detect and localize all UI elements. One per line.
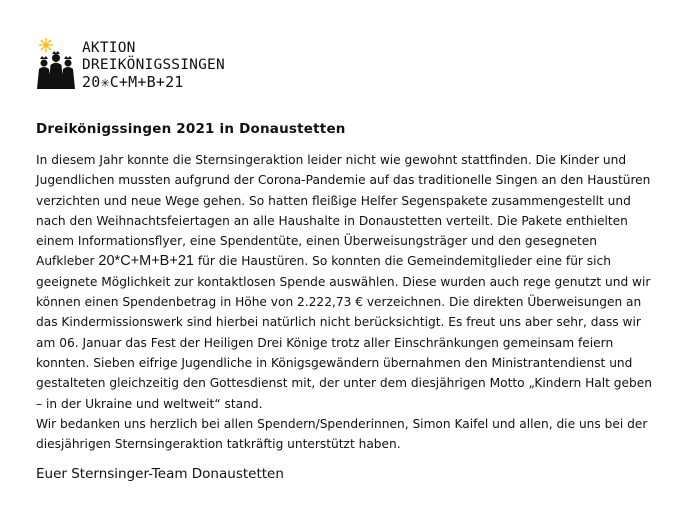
- body-line: diesjährigen Sternsingeraktion tatkräftig unterstützt haben.: [36, 437, 401, 452]
- body-line: Wir bedanken uns herzlich bei allen Spendern/Spenderinnen, Simon Kaifel und allen, die uns bei der: [36, 416, 648, 431]
- body-line: können einen Spendenbetrag in Höhe von 2.222,73 € verzeichnen. Die direkten Überweisungen an: [36, 295, 642, 310]
- body-line: nach den Weihnachtsfeiertagen an alle Haushalte in Donaustetten verteilt. Die Pakete enthielten: [36, 213, 628, 228]
- logo: [32, 38, 232, 94]
- body-text-fragment: für die Haustüren. So konnten die Gemeindemitglieder eine für sich: [193, 254, 611, 269]
- body-line: Jugendlichen mussten aufgrund der Corona-Pandemie auf das traditionelle Singen an den Haustüren: [36, 173, 651, 188]
- three-kings-logo-icon: [32, 38, 80, 94]
- body-line: das Kindermissionswerk sind hierbei natürlich nicht berücksichtigt. Es freut uns aber sehr, dass wir: [36, 315, 641, 330]
- body-line: verzichten und neue Wege gehen. So hatten fleißige Helfer Segenspakete zusammengestellt und: [36, 193, 631, 208]
- body-text-fragment: Aufkleber: [36, 254, 99, 269]
- body-line: – in der Ukraine und weltweit“ stand.: [36, 396, 263, 411]
- logo-line-aktion: AKTION: [82, 40, 136, 56]
- signature: Euer Sternsinger-Team Donaustetten: [36, 466, 284, 482]
- body-line: einem Informationsflyer, eine Spendentüte, einen Überweisungsträger und den gesegneten: [36, 234, 597, 249]
- body-line: am 06. Januar das Fest der Heiligen Drei Könige trotz aller Einschränkungen gemeinsam feiern: [36, 335, 614, 350]
- sticker-code: 20*C+M+B+21: [98, 253, 194, 270]
- logo-line-dreikoenigssingen: DREIKÖNIGSSINGEN: [82, 57, 225, 73]
- article-body: [36, 150, 696, 454]
- body-line: geeignete Möglichkeit zur kontaktlosen Spende auswählen. Diese wurden auch rege genutzt und wir: [36, 274, 651, 289]
- body-line: gestalteten gleichzeitig den Gottesdienst mit, der unter dem diesjährigen Motto „Kindern Halt geben: [36, 376, 652, 391]
- logo-line-year: 20✳C+M+B+21: [82, 73, 184, 91]
- logo-wordmark: [82, 40, 225, 91]
- body-line: In diesem Jahr konnte die Sternsingeraktion leider nicht wie gewohnt stattfinden. Die Kinder und: [36, 153, 627, 167]
- kings-figures-icon: [37, 51, 75, 89]
- article-title: Dreikönigssingen 2021 in Donaustetten: [36, 121, 346, 137]
- star-icon: [40, 39, 53, 52]
- body-line: [36, 251, 696, 271]
- body-line: konnten. Sieben eifrige Jugendliche in Königsgewändern übernahmen den Ministrantendienst und: [36, 355, 633, 370]
